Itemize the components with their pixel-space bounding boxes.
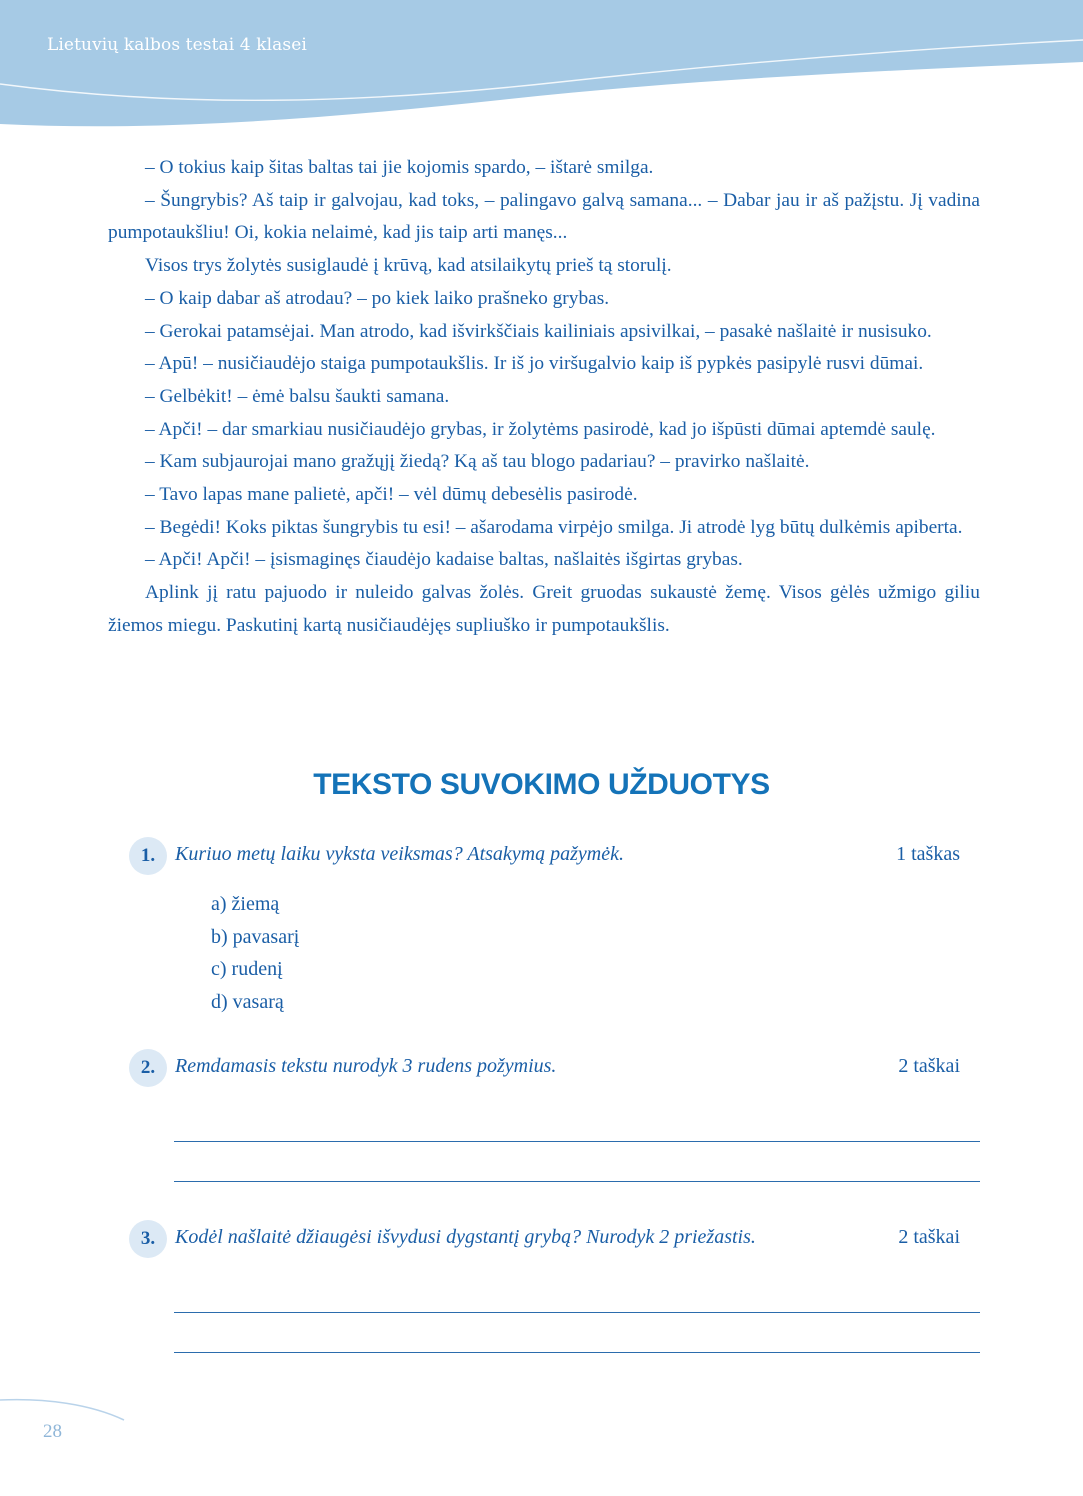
story-paragraph: – Apči! Apči! – įsismaginęs čiaudėjo kadaise baltas, našlaitės išgirtas grybas. bbox=[145, 549, 743, 571]
task-question: Kodėl našlaitė džiaugėsi išvydusi dygstantį grybą? Nurodyk 2 priežastis. bbox=[175, 1226, 756, 1248]
story-paragraph: – Begėdi! Koks piktas šungrybis tu esi! – ašarodama virpėjo smilga. Ji atrodė lyg būtų dulkėmis apiberta. bbox=[145, 516, 963, 538]
task-number-badge: 1. bbox=[129, 837, 167, 875]
option-d[interactable]: d) vasarą bbox=[211, 991, 284, 1014]
story-paragraph: – O kaip dabar aš atrodau? – po kiek laiko prašneko grybas. bbox=[145, 287, 610, 309]
story-paragraph: – O tokius kaip šitas baltas tai jie kojomis spardo, – ištarė smilga. bbox=[145, 157, 654, 178]
page-header-band bbox=[0, 0, 1083, 135]
story-paragraph: – Gerokai patamsėjai. Man atrodo, kad išvirkščiais kailiniais apsivilkai, – pasakė našlaitė ir nusisuko. bbox=[145, 320, 932, 342]
answer-line[interactable] bbox=[174, 1352, 980, 1353]
option-c[interactable]: c) rudenį bbox=[211, 958, 283, 981]
header-title: Lietuvių kalbos testai 4 klasei bbox=[47, 35, 307, 55]
story-paragraph: – Kam subjaurojai mano gražųjį žiedą? Ką aš tau blogo padariau? – pravirko našlaitė. bbox=[145, 451, 810, 473]
story-paragraph: Visos trys žolytės susiglaudė į krūvą, kad atsilaikytų prieš tą storulį. bbox=[145, 255, 672, 277]
task-points: 1 taškas bbox=[896, 843, 960, 865]
story-text bbox=[108, 152, 980, 643]
answer-line[interactable] bbox=[174, 1312, 980, 1313]
story-paragraph: – Gelbėkit! – ėmė balsu šaukti samana. bbox=[145, 385, 450, 407]
answer-line[interactable] bbox=[174, 1181, 980, 1182]
footer-curve-graphic bbox=[0, 1390, 140, 1430]
answer-line[interactable] bbox=[174, 1141, 980, 1142]
task-points: 2 taškai bbox=[898, 1226, 960, 1248]
header-wave-graphic bbox=[0, 0, 1083, 135]
option-a[interactable]: a) žiemą bbox=[211, 893, 280, 915]
task-question: Remdamasis tekstu nurodyk 3 rudens požymius. bbox=[175, 1055, 557, 1077]
task-number-badge: 3. bbox=[129, 1220, 167, 1258]
task-points: 2 taškai bbox=[898, 1055, 960, 1077]
page-number: 28 bbox=[43, 1421, 62, 1442]
story-paragraph: – Apči! – dar smarkiau nusičiaudėjo grybas, ir žolytėms pasirodė, kad jo išpūsti dūmai aptemdė saulę. bbox=[145, 418, 936, 440]
story-paragraph: – Šungrybis? Aš taip ir galvojau, kad toks, – palingavo galvą samana... – Dabar jau ir aš pažįstu. Jį vadina pumpotaukšliu! Oi, kokia nelaimė, kad jis taip arti manęs... bbox=[108, 189, 980, 244]
story-paragraph: Aplink jį ratu pajuodo ir nuleido galvas žolės. Greit gruodas sukaustė žemę. Visos gėlės užmigo giliu žiemos miegu. Paskutinį kartą nusičiaudėjęs supliuško ir pumpotaukšlis. bbox=[108, 582, 980, 636]
option-b[interactable]: b) pavasarį bbox=[211, 925, 300, 948]
answer-options bbox=[211, 888, 299, 1019]
task-number-badge: 2. bbox=[129, 1049, 167, 1087]
task-question: Kuriuo metų laiku vyksta veiksmas? Atsakymą pažymėk. bbox=[175, 843, 624, 865]
story-paragraph: – Apū! – nusičiaudėjo staiga pumpotaukšlis. Ir iš jo viršugalvio kaip iš pypkės pasipylė rusvi dūmai. bbox=[145, 353, 924, 375]
section-title: TEKSTO SUVOKIMO UŽDUOTYS bbox=[313, 768, 770, 801]
story-paragraph: – Tavo lapas mane palietė, apči! – vėl dūmų debesėlis pasirodė. bbox=[145, 484, 638, 506]
